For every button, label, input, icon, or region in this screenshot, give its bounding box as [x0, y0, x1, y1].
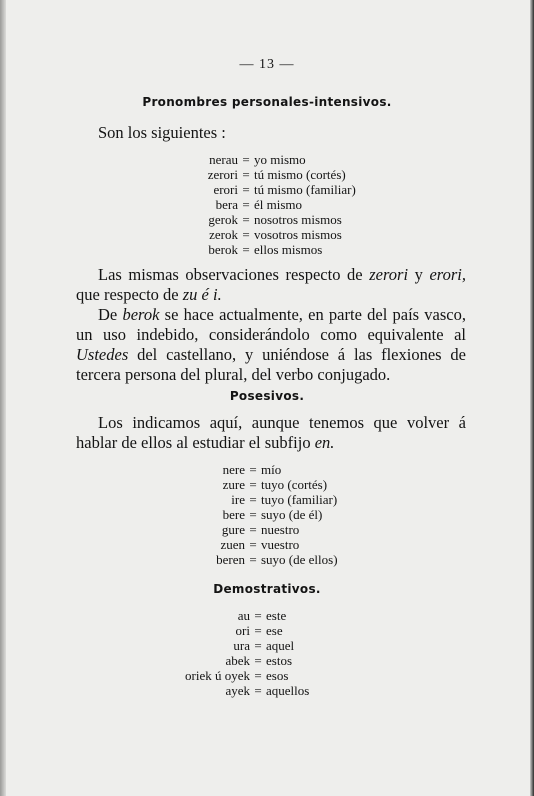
vocab-row: [173, 537, 411, 552]
vocab-term: ori: [235, 623, 250, 638]
vocab-row: [160, 167, 424, 182]
equals-sign: =: [242, 167, 250, 182]
equals-sign: =: [249, 552, 257, 567]
vocab-term: nere: [222, 462, 245, 477]
text-run: que respecto de: [76, 285, 183, 304]
text-run: Las mismas observaciones respecto de: [98, 265, 370, 284]
equals-sign: =: [254, 608, 262, 623]
vocab-term: nerau: [209, 152, 238, 167]
vocab-gloss: nosotros mismos: [254, 212, 342, 227]
vocab-row: [173, 492, 411, 507]
text-run: del castellano, y uniéndose á las flexiones de tercera persona del plural, del verbo conjugado.: [76, 345, 466, 384]
vocab-gloss: tú mismo (familiar): [254, 182, 356, 197]
vocab-gloss: esos: [266, 668, 289, 683]
text-run: Los indicamos aquí, aunque tenemos que volver á hablar de ellos al estudiar el subfijo: [76, 413, 466, 452]
vocab-row: [160, 227, 424, 242]
vocab-row: [173, 477, 411, 492]
vocab-term: zerok: [209, 227, 238, 242]
vocab-gloss: estos: [266, 653, 292, 668]
section-heading-possessive: Posesivos.: [229, 389, 305, 403]
section-heading-demonstrative: Demostrativos.: [213, 582, 321, 596]
vocab-row: [170, 668, 376, 683]
vocab-row: [160, 242, 424, 257]
text-run: se hace actualmente, en parte del país vasco, un uso indebido, considerándolo como equivalente al: [76, 305, 466, 344]
vocab-gloss: este: [266, 608, 287, 623]
vocab-gloss: nuestro: [261, 522, 300, 537]
vocab-row: [170, 608, 376, 623]
equals-sign: =: [242, 227, 250, 242]
vocab-term: ayek: [225, 683, 250, 698]
intensive-paragraph-2: [76, 305, 466, 385]
italic-term: en.: [314, 433, 335, 452]
text-run: De: [98, 305, 123, 324]
vocab-term: beren: [216, 552, 245, 567]
italic-term: zerori: [369, 265, 409, 284]
equals-sign: =: [254, 638, 262, 653]
intensive-intro: Son los siguientes :: [98, 123, 226, 142]
vocab-gloss: aquellos: [266, 683, 310, 698]
vocab-row: [173, 552, 411, 567]
vocab-term: oriek ú oyek: [185, 668, 250, 683]
vocab-term: gerok: [208, 212, 238, 227]
intensive-table: [160, 152, 424, 257]
vocab-gloss: aquel: [266, 638, 295, 653]
vocab-gloss: suyo (de él): [261, 507, 323, 522]
vocab-term: berok: [208, 242, 238, 257]
intensive-paragraph-1: [76, 265, 466, 305]
italic-term: Ustedes: [76, 345, 129, 364]
equals-sign: =: [249, 462, 257, 477]
vocab-gloss: ellos mismos: [254, 242, 323, 257]
section-heading-intensive: Pronombres personales-intensivos.: [142, 95, 392, 109]
italic-term: erori,: [429, 265, 466, 284]
vocab-gloss: suyo (de ellos): [261, 552, 338, 567]
possessive-table: [173, 462, 411, 567]
italic-term: berok: [122, 305, 160, 324]
demonstrative-table: [170, 608, 376, 698]
vocab-gloss: yo mismo: [254, 152, 306, 167]
equals-sign: =: [254, 623, 262, 638]
vocab-term: zerori: [207, 167, 238, 182]
equals-sign: =: [249, 522, 257, 537]
text-run: y: [408, 265, 430, 284]
equals-sign: =: [242, 152, 250, 167]
vocab-gloss: vuestro: [261, 537, 300, 552]
equals-sign: =: [242, 212, 250, 227]
vocab-term: erori: [213, 182, 238, 197]
vocab-term: ire: [231, 492, 245, 507]
vocab-row: [160, 197, 424, 212]
vocab-gloss: tuyo (cortés): [261, 477, 328, 492]
vocab-term: ura: [233, 638, 250, 653]
vocab-row: [173, 462, 411, 477]
vocab-term: bera: [215, 197, 238, 212]
vocab-gloss: tuyo (familiar): [261, 492, 338, 507]
vocab-gloss: tú mismo (cortés): [254, 167, 346, 182]
vocab-term: au: [237, 608, 250, 623]
equals-sign: =: [242, 197, 250, 212]
equals-sign: =: [242, 242, 250, 257]
vocab-row: [170, 683, 376, 698]
equals-sign: =: [254, 668, 262, 683]
equals-sign: =: [249, 492, 257, 507]
vocab-row: [170, 638, 376, 653]
vocab-row: [170, 653, 376, 668]
equals-sign: =: [254, 653, 262, 668]
vocab-row: [160, 152, 424, 167]
vocab-gloss: mío: [261, 462, 282, 477]
vocab-term: abek: [225, 653, 250, 668]
vocab-row: [160, 212, 424, 227]
page-number: — 13 —: [239, 57, 295, 72]
vocab-gloss: ese: [266, 623, 283, 638]
equals-sign: =: [249, 507, 257, 522]
equals-sign: =: [242, 182, 250, 197]
equals-sign: =: [254, 683, 262, 698]
possessive-paragraph: [76, 413, 466, 453]
vocab-term: zure: [222, 477, 245, 492]
vocab-row: [173, 522, 411, 537]
vocab-gloss: él mismo: [254, 197, 303, 212]
vocab-gloss: vosotros mismos: [254, 227, 342, 242]
vocab-term: gure: [221, 522, 245, 537]
italic-term: zu é i.: [182, 285, 222, 304]
vocab-row: [160, 182, 424, 197]
equals-sign: =: [249, 477, 257, 492]
vocab-term: zuen: [220, 537, 245, 552]
vocab-row: [173, 507, 411, 522]
vocab-row: [170, 623, 376, 638]
equals-sign: =: [249, 537, 257, 552]
vocab-term: bere: [222, 507, 245, 522]
